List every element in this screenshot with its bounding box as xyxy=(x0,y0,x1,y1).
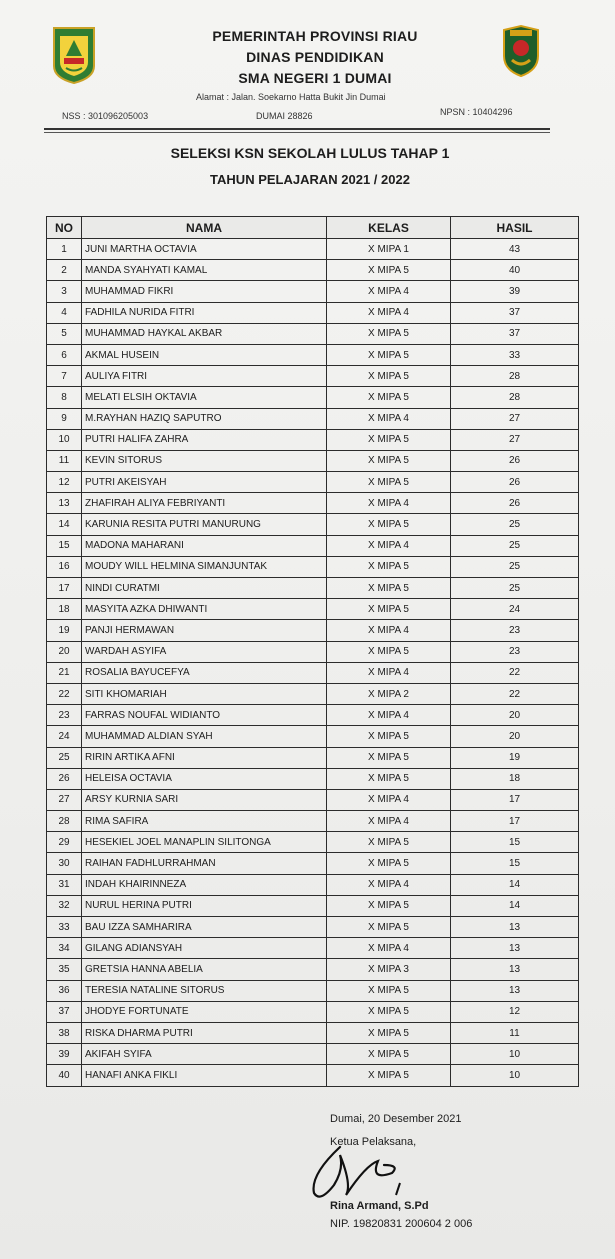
cell-hasil: 10 xyxy=(451,1065,579,1086)
cell-kelas: X MIPA 2 xyxy=(327,683,451,704)
cell-no: 40 xyxy=(47,1065,82,1086)
cell-no: 16 xyxy=(47,556,82,577)
letterhead-department: DINAS PENDIDIKAN xyxy=(246,49,384,65)
table-row xyxy=(47,239,579,260)
cell-kelas: X MIPA 5 xyxy=(327,980,451,1001)
table-row xyxy=(47,620,579,641)
table-row xyxy=(47,641,579,662)
table-row xyxy=(47,959,579,980)
cell-kelas: X MIPA 4 xyxy=(327,938,451,959)
cell-no: 38 xyxy=(47,1022,82,1043)
cell-kelas: X MIPA 5 xyxy=(327,768,451,789)
cell-hasil: 25 xyxy=(451,578,579,599)
cell-no: 25 xyxy=(47,747,82,768)
table-row xyxy=(47,493,579,514)
cell-nama: GRETSIA HANNA ABELIA xyxy=(82,959,327,980)
cell-nama: PUTRI AKEISYAH xyxy=(82,472,327,493)
table-row xyxy=(47,874,579,895)
cell-hasil: 15 xyxy=(451,853,579,874)
cell-nama: MASYITA AZKA DHIWANTI xyxy=(82,599,327,620)
cell-no: 21 xyxy=(47,662,82,683)
table-row xyxy=(47,811,579,832)
table-row xyxy=(47,917,579,938)
cell-nama: HESEKIEL JOEL MANAPLIN SILITONGA xyxy=(82,832,327,853)
table-row xyxy=(47,599,579,620)
cell-hasil: 22 xyxy=(451,662,579,683)
table-row xyxy=(47,1044,579,1065)
table-row xyxy=(47,1001,579,1022)
cell-nama: MUHAMMAD ALDIAN SYAH xyxy=(82,726,327,747)
signature-role: Ketua Pelaksana, xyxy=(330,1136,417,1148)
cell-kelas: X MIPA 3 xyxy=(327,959,451,980)
table-row xyxy=(47,450,579,471)
cell-no: 27 xyxy=(47,789,82,810)
column-header-no: NO xyxy=(47,217,82,239)
cell-nama: SITI KHOMARIAH xyxy=(82,683,327,704)
school-emblem-icon xyxy=(500,24,542,78)
cell-hasil: 43 xyxy=(451,239,579,260)
table-row xyxy=(47,980,579,1001)
cell-no: 34 xyxy=(47,938,82,959)
table-row xyxy=(47,662,579,683)
table-row xyxy=(47,260,579,281)
cell-kelas: X MIPA 5 xyxy=(327,853,451,874)
cell-nama: MELATI ELSIH OKTAVIA xyxy=(82,387,327,408)
cell-no: 33 xyxy=(47,917,82,938)
cell-nama: MUHAMMAD FIKRI xyxy=(82,281,327,302)
cell-kelas: X MIPA 4 xyxy=(327,662,451,683)
cell-no: 8 xyxy=(47,387,82,408)
cell-kelas: X MIPA 4 xyxy=(327,281,451,302)
npsn-number: NPSN : 10404296 xyxy=(440,107,513,117)
table-row xyxy=(47,472,579,493)
cell-hasil: 12 xyxy=(451,1001,579,1022)
cell-no: 6 xyxy=(47,344,82,365)
table-row xyxy=(47,302,579,323)
cell-kelas: X MIPA 5 xyxy=(327,1022,451,1043)
cell-kelas: X MIPA 5 xyxy=(327,556,451,577)
cell-nama: NINDI CURATMI xyxy=(82,578,327,599)
table-row xyxy=(47,853,579,874)
cell-no: 30 xyxy=(47,853,82,874)
cell-no: 4 xyxy=(47,302,82,323)
table-row xyxy=(47,578,579,599)
cell-kelas: X MIPA 1 xyxy=(327,239,451,260)
cell-nama: MADONA MAHARANI xyxy=(82,535,327,556)
table-row xyxy=(47,429,579,450)
table-row xyxy=(47,789,579,810)
cell-kelas: X MIPA 5 xyxy=(327,323,451,344)
table-row xyxy=(47,323,579,344)
cell-hasil: 17 xyxy=(451,789,579,810)
cell-nama: RIRIN ARTIKA AFNI xyxy=(82,747,327,768)
cell-hasil: 28 xyxy=(451,387,579,408)
nss-number: NSS : 301096205003 xyxy=(62,111,149,121)
cell-hasil: 40 xyxy=(451,260,579,281)
cell-kelas: X MIPA 5 xyxy=(327,344,451,365)
cell-no: 35 xyxy=(47,959,82,980)
cell-kelas: X MIPA 5 xyxy=(327,366,451,387)
cell-kelas: X MIPA 5 xyxy=(327,472,451,493)
cell-kelas: X MIPA 5 xyxy=(327,429,451,450)
table-row xyxy=(47,366,579,387)
cell-nama: MOUDY WILL HELMINA SIMANJUNTAK xyxy=(82,556,327,577)
cell-nama: ZHAFIRAH ALIYA FEBRIYANTI xyxy=(82,493,327,514)
cell-nama: BAU IZZA SAMHARIRA xyxy=(82,917,327,938)
cell-hasil: 24 xyxy=(451,599,579,620)
cell-nama: AKMAL HUSEIN xyxy=(82,344,327,365)
cell-hasil: 33 xyxy=(451,344,579,365)
cell-hasil: 26 xyxy=(451,450,579,471)
cell-no: 39 xyxy=(47,1044,82,1065)
table-row xyxy=(47,726,579,747)
cell-hasil: 15 xyxy=(451,832,579,853)
table-row xyxy=(47,747,579,768)
cell-nama: HANAFI ANKA FIKLI xyxy=(82,1065,327,1086)
cell-nama: INDAH KHAIRINNEZA xyxy=(82,874,327,895)
cell-nama: PUTRI HALIFA ZAHRA xyxy=(82,429,327,450)
cell-kelas: X MIPA 4 xyxy=(327,535,451,556)
results-table xyxy=(46,216,579,1087)
table-row xyxy=(47,281,579,302)
table-row xyxy=(47,408,579,429)
cell-kelas: X MIPA 4 xyxy=(327,705,451,726)
cell-no: 19 xyxy=(47,620,82,641)
cell-no: 9 xyxy=(47,408,82,429)
cell-nama: NURUL HERINA PUTRI xyxy=(82,895,327,916)
cell-hasil: 11 xyxy=(451,1022,579,1043)
cell-nama: HELEISA OCTAVIA xyxy=(82,768,327,789)
cell-nama: AULIYA FITRI xyxy=(82,366,327,387)
cell-hasil: 14 xyxy=(451,874,579,895)
cell-hasil: 20 xyxy=(451,726,579,747)
column-header-hasil: HASIL xyxy=(451,217,579,239)
cell-nama: GILANG ADIANSYAH xyxy=(82,938,327,959)
table-row xyxy=(47,344,579,365)
letterhead-rule-thin xyxy=(44,132,550,133)
cell-nama: FADHILA NURIDA FITRI xyxy=(82,302,327,323)
cell-hasil: 13 xyxy=(451,959,579,980)
table-row xyxy=(47,556,579,577)
cell-nama: ROSALIA BAYUCEFYA xyxy=(82,662,327,683)
cell-kelas: X MIPA 4 xyxy=(327,874,451,895)
cell-no: 36 xyxy=(47,980,82,1001)
handwritten-signature xyxy=(300,1135,430,1210)
cell-kelas: X MIPA 5 xyxy=(327,599,451,620)
cell-hasil: 23 xyxy=(451,641,579,662)
letterhead xyxy=(150,26,480,89)
cell-nama: RIMA SAFIRA xyxy=(82,811,327,832)
letterhead-government: PEMERINTAH PROVINSI RIAU xyxy=(212,28,418,44)
cell-no: 31 xyxy=(47,874,82,895)
cell-kelas: X MIPA 5 xyxy=(327,726,451,747)
cell-hasil: 39 xyxy=(451,281,579,302)
letterhead-school: SMA NEGERI 1 DUMAI xyxy=(238,70,392,86)
signature-place-date: Dumai, 20 Desember 2021 xyxy=(330,1113,462,1125)
academic-year: TAHUN PELAJARAN 2021 / 2022 xyxy=(210,172,410,187)
cell-kelas: X MIPA 5 xyxy=(327,832,451,853)
cell-nama: AKIFAH SYIFA xyxy=(82,1044,327,1065)
cell-nama: KEVIN SITORUS xyxy=(82,450,327,471)
table-header-row xyxy=(47,217,579,239)
cell-no: 23 xyxy=(47,705,82,726)
cell-hasil: 25 xyxy=(451,535,579,556)
cell-hasil: 37 xyxy=(451,302,579,323)
cell-no: 28 xyxy=(47,811,82,832)
cell-nama: MANDA SYAHYATI KAMAL xyxy=(82,260,327,281)
riau-province-emblem-icon xyxy=(52,26,96,84)
table-row xyxy=(47,1065,579,1086)
cell-no: 17 xyxy=(47,578,82,599)
cell-kelas: X MIPA 5 xyxy=(327,387,451,408)
cell-nama: WARDAH ASYIFA xyxy=(82,641,327,662)
cell-hasil: 27 xyxy=(451,429,579,450)
cell-hasil: 22 xyxy=(451,683,579,704)
cell-nama: MUHAMMAD HAYKAL AKBAR xyxy=(82,323,327,344)
table-row xyxy=(47,514,579,535)
postal-code: DUMAI 28826 xyxy=(256,111,313,121)
cell-no: 26 xyxy=(47,768,82,789)
cell-no: 15 xyxy=(47,535,82,556)
cell-hasil: 23 xyxy=(451,620,579,641)
cell-no: 22 xyxy=(47,683,82,704)
cell-kelas: X MIPA 5 xyxy=(327,917,451,938)
cell-no: 7 xyxy=(47,366,82,387)
table-row xyxy=(47,768,579,789)
cell-hasil: 28 xyxy=(451,366,579,387)
cell-no: 20 xyxy=(47,641,82,662)
cell-hasil: 37 xyxy=(451,323,579,344)
cell-hasil: 25 xyxy=(451,556,579,577)
cell-no: 3 xyxy=(47,281,82,302)
cell-hasil: 17 xyxy=(451,811,579,832)
cell-kelas: X MIPA 4 xyxy=(327,811,451,832)
cell-nama: FARRAS NOUFAL WIDIANTO xyxy=(82,705,327,726)
cell-nama: TERESIA NATALINE SITORUS xyxy=(82,980,327,1001)
cell-no: 2 xyxy=(47,260,82,281)
cell-kelas: X MIPA 5 xyxy=(327,1044,451,1065)
cell-nama: JUNI MARTHA OCTAVIA xyxy=(82,239,327,260)
cell-no: 29 xyxy=(47,832,82,853)
table-row xyxy=(47,895,579,916)
cell-nama: KARUNIA RESITA PUTRI MANURUNG xyxy=(82,514,327,535)
cell-no: 24 xyxy=(47,726,82,747)
cell-hasil: 13 xyxy=(451,938,579,959)
cell-kelas: X MIPA 5 xyxy=(327,260,451,281)
table-row xyxy=(47,705,579,726)
cell-nama: ARSY KURNIA SARI xyxy=(82,789,327,810)
table-row xyxy=(47,535,579,556)
column-header-kelas: KELAS xyxy=(327,217,451,239)
document-title: SELEKSI KSN SEKOLAH LULUS TAHAP 1 xyxy=(170,145,450,161)
cell-no: 13 xyxy=(47,493,82,514)
cell-hasil: 13 xyxy=(451,980,579,1001)
cell-kelas: X MIPA 4 xyxy=(327,302,451,323)
cell-hasil: 26 xyxy=(451,493,579,514)
cell-kelas: X MIPA 4 xyxy=(327,408,451,429)
signatory-nip: NIP. 19820831 200604 2 006 xyxy=(330,1218,473,1230)
cell-no: 5 xyxy=(47,323,82,344)
signatory-name: Rina Armand, S.Pd xyxy=(330,1200,429,1212)
cell-kelas: X MIPA 5 xyxy=(327,1001,451,1022)
cell-hasil: 25 xyxy=(451,514,579,535)
cell-nama: JHODYE FORTUNATE xyxy=(82,1001,327,1022)
cell-nama: M.RAYHAN HAZIQ SAPUTRO xyxy=(82,408,327,429)
cell-hasil: 26 xyxy=(451,472,579,493)
cell-nama: RAIHAN FADHLURRAHMAN xyxy=(82,853,327,874)
cell-hasil: 18 xyxy=(451,768,579,789)
cell-kelas: X MIPA 5 xyxy=(327,747,451,768)
cell-hasil: 20 xyxy=(451,705,579,726)
cell-kelas: X MIPA 4 xyxy=(327,789,451,810)
cell-no: 1 xyxy=(47,239,82,260)
cell-kelas: X MIPA 5 xyxy=(327,514,451,535)
cell-no: 10 xyxy=(47,429,82,450)
table-row xyxy=(47,387,579,408)
table-row xyxy=(47,1022,579,1043)
cell-hasil: 13 xyxy=(451,917,579,938)
school-address: Alamat : Jalan. Soekarno Hatta Bukit Jin Dumai xyxy=(196,92,386,102)
cell-kelas: X MIPA 5 xyxy=(327,895,451,916)
cell-nama: RISKA DHARMA PUTRI xyxy=(82,1022,327,1043)
column-header-nama: NAMA xyxy=(82,217,327,239)
cell-hasil: 19 xyxy=(451,747,579,768)
cell-no: 12 xyxy=(47,472,82,493)
cell-kelas: X MIPA 5 xyxy=(327,578,451,599)
table-row xyxy=(47,683,579,704)
table-row xyxy=(47,832,579,853)
cell-nama: PANJI HERMAWAN xyxy=(82,620,327,641)
cell-no: 14 xyxy=(47,514,82,535)
letterhead-rule xyxy=(44,128,550,130)
table-row xyxy=(47,938,579,959)
cell-kelas: X MIPA 5 xyxy=(327,641,451,662)
cell-hasil: 27 xyxy=(451,408,579,429)
cell-hasil: 10 xyxy=(451,1044,579,1065)
cell-no: 32 xyxy=(47,895,82,916)
cell-no: 11 xyxy=(47,450,82,471)
cell-hasil: 14 xyxy=(451,895,579,916)
cell-kelas: X MIPA 4 xyxy=(327,493,451,514)
cell-no: 18 xyxy=(47,599,82,620)
cell-kelas: X MIPA 4 xyxy=(327,620,451,641)
cell-kelas: X MIPA 5 xyxy=(327,450,451,471)
cell-no: 37 xyxy=(47,1001,82,1022)
cell-kelas: X MIPA 5 xyxy=(327,1065,451,1086)
